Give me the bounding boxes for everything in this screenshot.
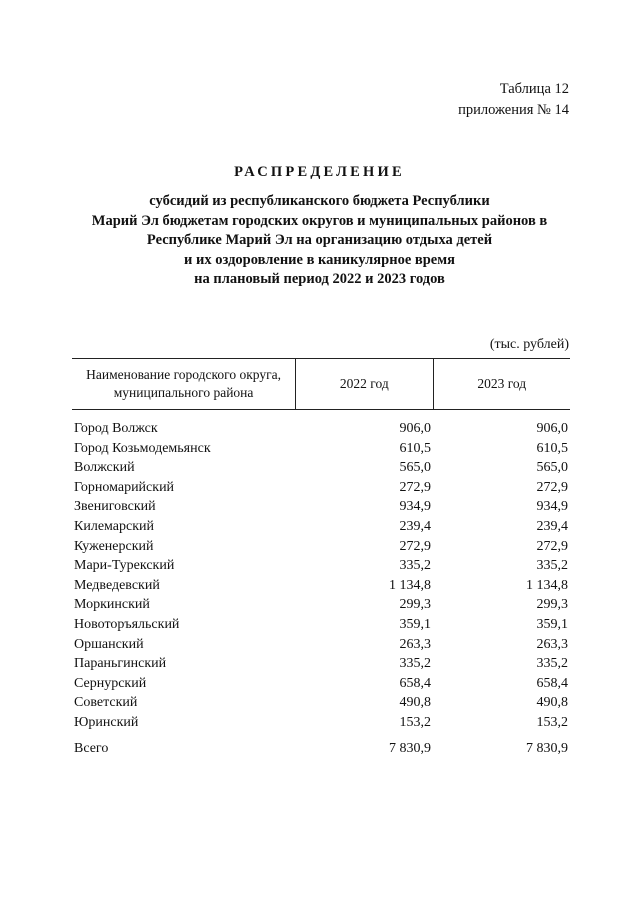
cell-value-2023: 7 830,9 [526, 740, 568, 756]
header-name-line-1: Наименование городского округа, [86, 367, 281, 382]
table-row [72, 595, 570, 615]
table-row [72, 497, 570, 517]
cell-value-2022: 906,0 [399, 421, 432, 436]
cell-value-2023: 153,2 [536, 714, 568, 730]
cell-value-2022: 1 134,8 [389, 577, 432, 593]
table-row [72, 419, 570, 439]
cell-value-2022: 335,2 [399, 656, 432, 672]
cell-value-2023: 490,8 [536, 695, 568, 711]
cell-district-name: Советский [74, 695, 138, 711]
cell-value-2023: 272,9 [536, 538, 568, 554]
cell-value-2022: 239,4 [399, 518, 432, 534]
table-row [72, 458, 570, 478]
cell-district-name: Горномарийский [74, 479, 175, 495]
unit-label: (тыс. рублей) [489, 337, 569, 352]
table-row [72, 654, 570, 674]
cell-value-2022: 934,9 [399, 499, 432, 515]
cell-value-2022: 153,2 [399, 714, 432, 730]
reference-line-appendix: приложения № 14 [458, 102, 569, 118]
cell-value-2022: 299,3 [399, 597, 432, 613]
cell-value-2023: 299,3 [536, 597, 568, 613]
table-row [72, 439, 570, 459]
cell-value-2022: 359,1 [399, 616, 432, 632]
subtitle-line-5: на плановый период 2022 и 2023 годов [194, 271, 445, 288]
cell-district-name: Город Козьмодемьянск [74, 440, 211, 456]
spacer-row [72, 410, 570, 420]
cell-value-2023: 934,9 [536, 499, 568, 515]
cell-value-2022: 7 830,9 [389, 740, 432, 756]
cell-value-2022: 490,8 [399, 695, 432, 711]
cell-value-2023: 335,2 [536, 558, 568, 574]
header-year-2023: 2023 год [433, 359, 570, 410]
table-row [72, 713, 570, 733]
table-row [72, 556, 570, 576]
subsidy-table [72, 358, 570, 758]
cell-district-name: Юринский [74, 714, 139, 730]
table-row [72, 693, 570, 713]
table-row [72, 517, 570, 537]
table-row [72, 576, 570, 596]
cell-district-name: Медведевский [74, 577, 160, 593]
table-row [72, 615, 570, 635]
cell-value-2023: 359,1 [536, 616, 568, 632]
cell-district-name: Новоторъяльский [74, 616, 180, 632]
cell-district-name: Волжский [74, 460, 135, 476]
table-row [72, 635, 570, 655]
table-row [72, 478, 570, 498]
cell-value-2023: 906,0 [536, 421, 568, 436]
cell-value-2022: 335,2 [399, 558, 432, 574]
cell-value-2022: 263,3 [399, 636, 432, 652]
table-row [72, 537, 570, 557]
subtitle-line-3: Республике Марий Эл на организацию отдыха детей [146, 232, 493, 249]
cell-value-2022: 658,4 [399, 675, 432, 691]
cell-district-name: Килемарский [74, 518, 155, 534]
header-year-2022: 2022 год [296, 359, 433, 410]
document-title: РАСПРЕДЕЛЕНИЕ [234, 164, 405, 180]
cell-value-2023: 565,0 [536, 460, 568, 476]
cell-value-2023: 610,5 [536, 440, 568, 456]
cell-value-2022: 610,5 [399, 440, 432, 456]
cell-district-name: Моркинский [74, 597, 150, 613]
cell-district-name: Всего [74, 740, 109, 756]
reference-line-table-number: Таблица 12 [499, 81, 569, 97]
document-heading [70, 164, 569, 290]
cell-district-name: Куженерский [74, 538, 154, 554]
cell-district-name: Параньгинский [74, 656, 167, 672]
total-row [72, 739, 570, 759]
cell-district-name: Звениговский [74, 499, 156, 515]
subtitle-line-4: и их оздоровление в каникулярное время [184, 251, 455, 268]
cell-value-2023: 263,3 [536, 636, 568, 652]
table-reference [458, 79, 569, 121]
header-name-line-2: муниципального района [113, 385, 254, 400]
header-name-column [72, 359, 296, 410]
cell-value-2023: 658,4 [536, 675, 568, 691]
cell-value-2022: 272,9 [399, 538, 432, 554]
cell-value-2022: 272,9 [399, 479, 432, 495]
subtitle-line-1: субсидий из республиканского бюджета Республики [149, 193, 490, 209]
cell-district-name: Мари-Турекский [74, 558, 175, 574]
cell-district-name: Оршанский [74, 636, 144, 652]
cell-value-2023: 1 134,8 [526, 577, 568, 593]
cell-value-2023: 272,9 [536, 479, 568, 495]
subtitle-line-2: Марий Эл бюджетам городских округов и муниципальных районов в [91, 212, 548, 229]
table-header-row [72, 359, 570, 410]
cell-value-2023: 239,4 [536, 518, 568, 534]
table-body [72, 410, 570, 759]
cell-value-2022: 565,0 [399, 460, 432, 476]
table-row [72, 674, 570, 694]
cell-district-name: Сернурский [74, 675, 147, 691]
cell-district-name: Город Волжск [74, 421, 158, 436]
cell-value-2023: 335,2 [536, 656, 568, 672]
